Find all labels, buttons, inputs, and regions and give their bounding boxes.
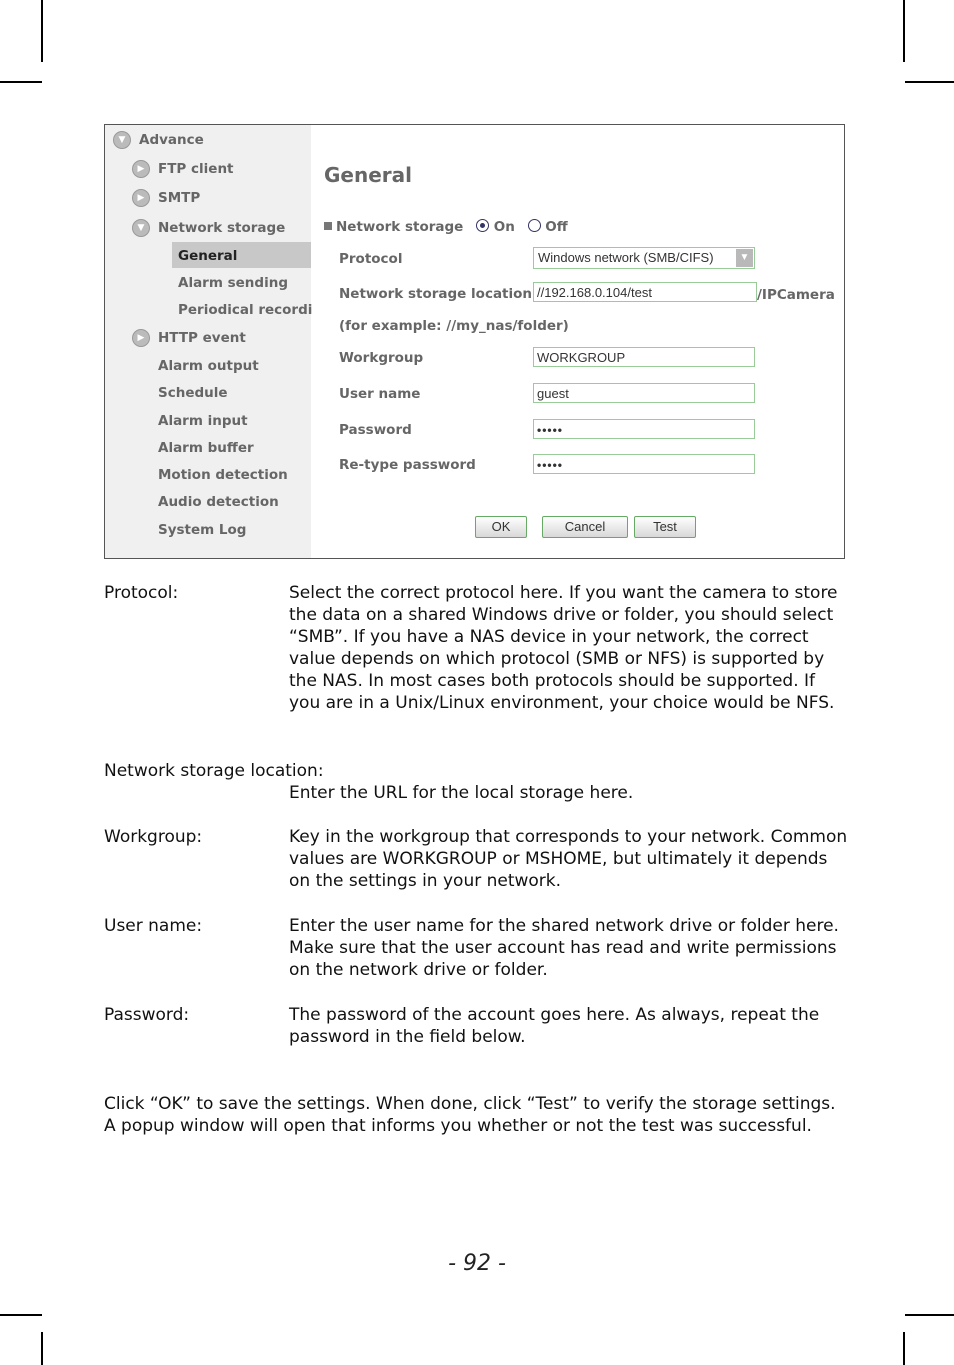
- radio-on[interactable]: [476, 219, 489, 232]
- cancel-button[interactable]: Cancel: [542, 516, 628, 538]
- protocol-desc: Select the correct protocol here. If you want the camera to store the data on a shared Windows drive or folder, you should select “SMB”. If you have a NAS device in your network, the correct value depends on which protocol (SMB or NFS) is supported by the NAS. In most cases both protocols should be supported. If you are in a Unix/Linux environment, your choice would be NFS.: [289, 583, 838, 713]
- username-desc: Enter the user name for the shared network drive or folder here. Make sure that the user account has read and write permissions on the network drive or folder.: [289, 916, 839, 980]
- password-input[interactable]: •••••: [533, 419, 755, 439]
- chevron-down-icon: ▼: [113, 131, 131, 149]
- sidebar-item-ftp-client[interactable]: [137, 160, 234, 178]
- username-term: User name:: [104, 916, 203, 936]
- sidebar-item-advance[interactable]: [118, 131, 204, 149]
- sidebar-item-label: Alarm input: [158, 413, 248, 429]
- sidebar-item-http-event[interactable]: [137, 329, 246, 347]
- sidebar-item-label: Schedule: [158, 385, 228, 401]
- sidebar-item-label: Motion detection: [158, 467, 288, 483]
- test-button[interactable]: Test: [634, 516, 696, 538]
- example-text: (for example: //my_nas/folder): [339, 318, 569, 334]
- sidebar-item-motion-detection[interactable]: [158, 466, 288, 484]
- network-storage-row: [324, 219, 568, 235]
- retype-password-input[interactable]: •••••: [533, 454, 755, 474]
- crop-mark: [905, 81, 954, 83]
- password-label: Password: [339, 422, 412, 438]
- location-input[interactable]: //192.168.0.104/test: [533, 282, 757, 302]
- location-term: Network storage location:: [104, 761, 324, 781]
- username-label: User name: [339, 386, 421, 402]
- closing-paragraph: Click “OK” to save the settings. When done, click “Test” to verify the storage settings. A popup window will open that informs you whether or not the test was successful.: [104, 1094, 836, 1136]
- location-label: Network storage location: [339, 286, 533, 302]
- sidebar-item-label: Alarm output: [158, 358, 259, 374]
- sidebar-item-label: System Log: [158, 522, 247, 538]
- sidebar-item-system-log[interactable]: [158, 521, 246, 539]
- protocol-label: Protocol: [339, 251, 403, 267]
- crop-mark: [0, 81, 42, 83]
- workgroup-label: Workgroup: [339, 350, 424, 366]
- page-number: - 92 -: [448, 1251, 506, 1276]
- location-suffix: /IPCamera: [757, 287, 835, 303]
- page-title: General: [324, 163, 412, 187]
- chevron-right-icon: ▶: [132, 329, 150, 347]
- chevron-right-icon: ▶: [132, 189, 150, 207]
- chevron-right-icon: ▶: [132, 160, 150, 178]
- sidebar-item-label: Network storage: [158, 220, 286, 236]
- sidebar-item-label: Advance: [139, 132, 204, 148]
- chevron-down-icon: ▼: [736, 249, 753, 267]
- sidebar-item-label: General: [178, 248, 238, 264]
- location-desc: Enter the URL for the local storage here.: [289, 783, 634, 803]
- crop-mark: [903, 0, 905, 62]
- retype-password-label: Re-type password: [339, 457, 476, 473]
- crop-mark: [41, 0, 43, 62]
- radio-off-label: Off: [545, 219, 568, 235]
- crop-mark: [0, 1314, 42, 1316]
- crop-mark: [903, 1332, 905, 1365]
- password-desc: The password of the account goes here. As always, repeat the password in the field below.: [289, 1005, 820, 1047]
- crop-mark: [41, 1332, 43, 1365]
- sidebar-item-audio-detection[interactable]: [158, 493, 279, 511]
- settings-screenshot: [104, 124, 845, 559]
- sidebar-item-label: HTTP event: [158, 330, 246, 346]
- crop-mark: [905, 1314, 954, 1316]
- sidebar-item-label: FTP client: [158, 161, 234, 177]
- workgroup-input[interactable]: WORKGROUP: [533, 347, 755, 367]
- network-storage-label: Network storage: [336, 219, 464, 235]
- sidebar-item-periodical-recording[interactable]: [178, 301, 312, 319]
- sidebar-item-schedule[interactable]: [158, 384, 228, 402]
- workgroup-term: Workgroup:: [104, 827, 203, 847]
- ok-button[interactable]: OK: [475, 516, 527, 538]
- sidebar-item-label: Periodical recordi: [178, 302, 313, 318]
- sidebar: [105, 125, 311, 558]
- sidebar-item-label: Audio detection: [158, 494, 279, 510]
- sidebar-item-label: SMTP: [158, 190, 201, 206]
- bullet-icon: [324, 222, 332, 230]
- sidebar-item-network-storage[interactable]: [137, 219, 286, 237]
- sidebar-item-label: Alarm buffer: [158, 440, 254, 456]
- protocol-select[interactable]: [533, 247, 755, 269]
- protocol-select-value: Windows network (SMB/CIFS): [538, 250, 714, 265]
- sidebar-item-smtp[interactable]: [137, 189, 201, 207]
- sidebar-item-general[interactable]: [178, 247, 237, 265]
- sidebar-item-alarm-input[interactable]: [158, 412, 248, 430]
- sidebar-item-alarm-output[interactable]: [158, 357, 259, 375]
- workgroup-desc: Key in the workgroup that corresponds to your network. Common values are WORKGROUP or MSHOME, but ultimately it depends on the settings in your network.: [289, 827, 848, 891]
- chevron-down-icon: ▼: [132, 219, 150, 237]
- sidebar-item-label: Alarm sending: [178, 275, 288, 291]
- username-input[interactable]: guest: [533, 383, 755, 403]
- radio-on-label: On: [493, 219, 515, 235]
- protocol-term: Protocol:: [104, 583, 179, 603]
- password-term: Password:: [104, 1005, 190, 1025]
- radio-off[interactable]: [528, 219, 541, 232]
- sidebar-item-alarm-buffer[interactable]: [158, 439, 254, 457]
- sidebar-item-alarm-sending[interactable]: [178, 274, 288, 292]
- settings-panel: [311, 125, 844, 558]
